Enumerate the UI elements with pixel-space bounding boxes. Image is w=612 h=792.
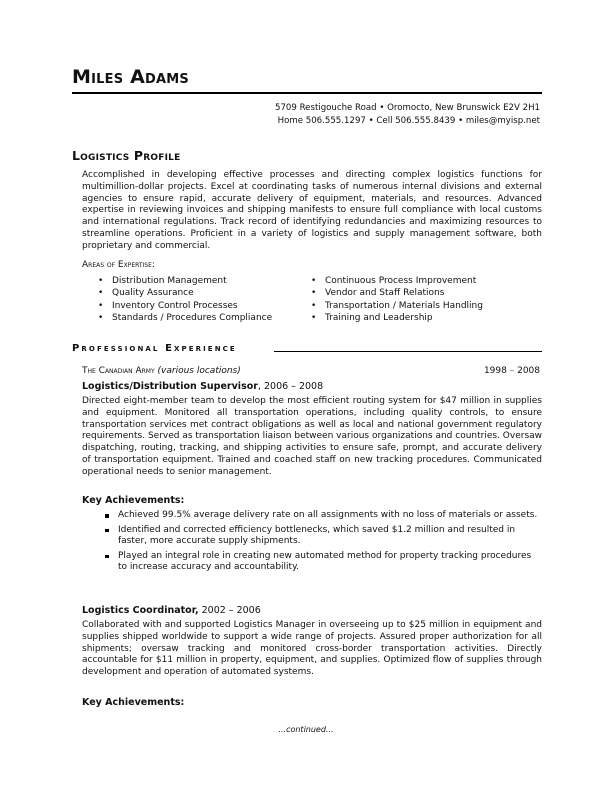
achievement-item: Identified and corrected efficiency bottlenecks, which saved $1.2 million and resulted in faster, more accurate supply shipments. (104, 525, 542, 548)
job-title-line (82, 605, 261, 616)
job-dates: , 2006 – 2008 (257, 381, 324, 392)
employer-location: (various locations) (157, 366, 241, 376)
employer-date-dash: – (509, 366, 515, 376)
job-description: Directed eight-member team to develop the most efficient routing system for $47 million in supplies and equipment. Monitored all transportation operations, including quality controls, to ensure transportation services met contract obligations as well as local and national government regulatory requirements. Served as transportation liaison between various organizations and countries. Oversaw dispatching, routing, tracking, and shipping activities to ensure safe, prompt, and accurate delivery of transportation equipment. Trained and coached staff on new tracking procedures. Communicated operational needs to senior management. (82, 396, 543, 477)
employer-line (82, 366, 241, 376)
key-achievements-label: Key Achievements: (82, 495, 185, 506)
contact-address: 5709 Restigouche Road • Oromocto, New Brunswick E2V 2H1 (275, 103, 540, 113)
section-title-professional-experience: Professional Experience (72, 343, 237, 354)
areas-of-expertise-label: Areas of Expertise: (82, 260, 155, 270)
expertise-item: • Distribution Management (96, 275, 272, 287)
candidate-name: Miles Adams (72, 66, 189, 88)
employer-end-year: 2008 (517, 366, 540, 376)
expertise-list-left (96, 275, 272, 324)
employer-name: The Canadian Army (82, 366, 155, 376)
job-dates: 2002 – 2006 (198, 605, 261, 616)
employer-dates (484, 366, 540, 376)
expertise-item: • Transportation / Materials Handling (309, 300, 483, 312)
profile-summary: Accomplished in developing effective processes and directing complex logistics functions for multimillion-dollar projects. Excel at coordinating tasks of numerous internal divisions and external agencies to ensure rapid, accurate delivery of equipment, materials, and resources. Advanced expertise in reviewing invoices and shipping manifests to ensure full compliance with local customs and international regulations. Track record of identifying redundancies and maximizing resources to streamline operations. Proficient in a variety of logistics and supply management software, both proprietary and commercial. (82, 170, 542, 251)
contact-phones-email: Home 506.555.1297 • Cell 506.555.8439 • miles@myisp.net (277, 116, 540, 126)
continued-note: ...continued... (278, 725, 334, 734)
name-divider (72, 92, 542, 94)
achievements-list (104, 510, 542, 577)
expertise-item: • Continuous Process Improvement (309, 275, 483, 287)
employer-start-year: 1998 (483, 366, 507, 376)
job-title: Logistics Coordinator, (82, 605, 199, 616)
expertise-item: • Training and Leadership (309, 312, 483, 324)
job-title: Logistics/Distribution Supervisor (82, 381, 258, 392)
achievement-item: Achieved 99.5% average delivery rate on all assignments with no loss of materials or assets. (104, 510, 542, 522)
expertise-item: • Vendor and Staff Relations (309, 287, 483, 299)
section-title-logistics-profile: Logistics Profile (72, 148, 181, 163)
job-title-line (82, 381, 323, 392)
expertise-item: • Quality Assurance (96, 287, 272, 299)
expertise-item: • Inventory Control Processes (96, 300, 272, 312)
key-achievements-label: Key Achievements: (82, 697, 185, 708)
expertise-list-right (309, 275, 483, 324)
job-description: Collaborated with and supported Logistics Manager in overseeing up to $25 million in equipment and supplies shipped worldwide to support a wide range of projects. Assured proper authorization for all shipments; oversaw tracking and monitored cross-border transportation activities. Directly accountable for $11 million in property, equipment, and supplies. Optimized flow of supplies through development and operation of automated systems. (82, 620, 542, 678)
achievement-item: Played an integral role in creating new automated method for property tracking procedures to increase accuracy and accountability. (104, 551, 542, 574)
expertise-item: • Standards / Procedures Compliance (96, 312, 272, 324)
experience-divider (274, 351, 542, 352)
